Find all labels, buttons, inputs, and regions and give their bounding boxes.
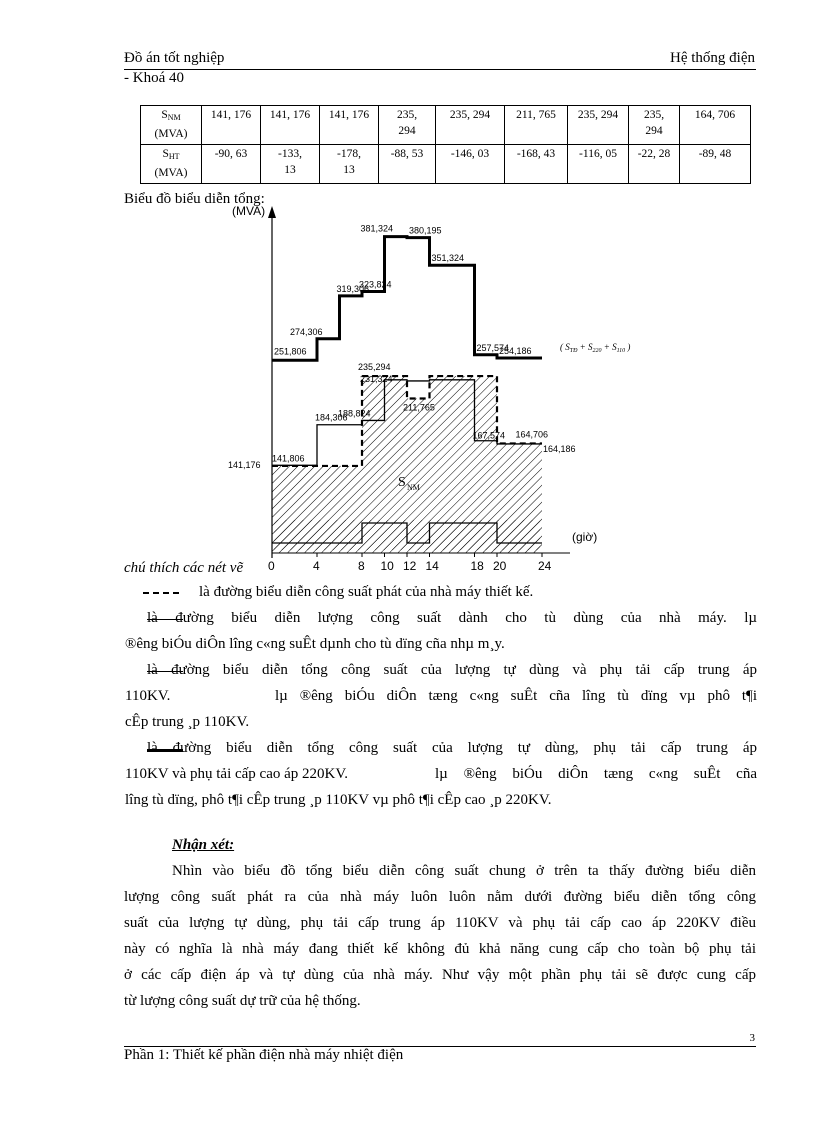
page-number: 3 [749,1032,755,1044]
row-label: $S_{HT}$ (MVA) [141,145,202,184]
chart-title: Biểu đồ biểu diễn tổng: [124,191,265,207]
x-tick-label: 14 [425,559,439,573]
remark-line: từ lượng công suất dự trữ của hệ thống. [124,993,361,1009]
legend-line-4b: 110KV và phụ tải cấp cao áp 220KV. lµ ®êng biÓu diÔn tæng c«ng suÊt cña [125,766,757,782]
y-axis-arrow-icon [268,206,276,218]
table-cell: -89, 48 [680,145,751,184]
table-cell: 235, 294 [629,106,680,145]
table-cell: -22, 28 [629,145,680,184]
table-cell: -168, 43 [505,145,568,184]
remark-line: lượng công suất phát ra của nhà máy luôn luôn nằm dưới đường biểu diễn tổng công [124,889,756,905]
remark-title: Nhận xét: [172,837,235,853]
legend-line-3b: 110KV. lµ ®êng biÓu diÔn tæng c«ng suÊt cña lîng tù dïng vµ phô t¶i [125,688,757,704]
value-label: 254,186 [499,346,532,357]
value-label: 231,324 [360,373,393,384]
legend-line-2-garbled: ®êng biÓu diÔn lîng c«ng suÊt dµnh cho tù dïng cña nhµ m¸y. [125,636,505,652]
value-label: 380,195 [409,225,442,236]
value-label: 211,765 [403,402,435,413]
snm-label: S [398,475,406,490]
table-cell: 141, 176 [320,106,379,145]
value-label: 323,824 [359,279,392,290]
value-label: 381,324 [360,223,394,234]
legend-line-2: là đường biểu diễn lượng công suất dành cho tù dùng của nhà máy. lµ [147,610,757,626]
x-axis-label: (giờ) [572,530,598,544]
thin-line-icon [147,619,183,620]
thick-line-icon [147,749,183,752]
row-label: $S_{NM}$ (MVA) [141,106,202,145]
table-cell: -178, 13 [320,145,379,184]
table-cell: -146, 03 [436,145,505,184]
legend-line-4-garbled: lîng tù dïng, phô t¶i cÊp trung ¸p 110KV vµ phô t¶i cÊp cao ¸p 220KV. [125,792,552,808]
value-label: 251,806 [274,346,307,357]
table-cell: 141, 176 [261,106,320,145]
value-label: 164,186 [543,443,576,454]
x-tick-label: 20 [493,559,507,573]
remark-line: suất của lượng tự dùng, phụ tải cấp trung áp 110KV và phụ tải cấp cao áp 220KV điều [124,915,756,931]
value-label: 235,294 [358,362,391,373]
x-tick-label: 12 [403,559,417,573]
legend-line-3-garbled: cÊp trung ¸p 110KV. [125,714,250,730]
x-tick-label: 24 [538,559,552,573]
header-sub: - Khoá 40 [124,70,184,86]
dashed-line-icon [143,592,179,594]
remark-line: Nhìn vào biểu đồ tổng biểu diễn công suất chung ở trên ta thấy đường biểu diễn [172,863,756,879]
table-cell: -133, 13 [261,145,320,184]
x-tick-label: 4 [313,559,320,573]
footer-text: Phần 1: Thiết kế phần điện nhà máy nhiệt điện [124,1047,404,1063]
table-cell: 211, 765 [505,106,568,145]
y-axis-label: (MVA) [232,204,266,218]
formula-label: ( $S_{TĐ} + S_{220} + S_{110}$ ) [560,342,631,354]
table-cell: -88, 53 [379,145,436,184]
x-tick-label: 18 [470,559,484,573]
legend-title: chú thích các nét vẽ [124,560,244,576]
legend-line-1: là đường biểu diễn công suất phát của nhà máy thiết kế. [125,579,757,605]
legend-line-4: là đường biểu diễn tổng công suất của lượng tự dùng, phụ tải cấp trung áp [147,740,757,756]
table-cell: 141, 176 [202,106,261,145]
value-label: 319,306 [336,283,370,294]
table-cell: -116, 05 [568,145,629,184]
header-right: Hệ thống điện [670,50,755,66]
snm-sub-label: NM [407,483,420,492]
series-total [272,237,542,361]
x-tick-label: 8 [358,559,365,573]
value-label: 167,574 [472,430,506,441]
thin-line-icon [147,671,183,672]
value-label: 164,706 [515,429,549,440]
remark-paragraph [124,858,756,1014]
value-label: 184,306 [315,412,348,423]
x-tick-label: 10 [380,559,394,573]
value-label: 274,306 [290,326,323,337]
remark-line: này có nghĩa là nhà máy đang thiết kế không đủ khả năng cung cấp cho toàn bộ phụ tải [124,941,756,957]
remark-line: ở các cấp điện áp và tự dùng của nhà máy. Như vậy một phần phụ tải sẽ được cung cấp [124,967,756,983]
value-label: 188,824 [338,408,371,419]
table-cell: 164, 706 [680,106,751,145]
value-label: 257,574 [476,342,510,353]
legend-line-3: là đường biểu diễn tổng công suất của lượng tự dùng và phụ tải cấp trung áp [147,662,757,678]
x-tick-label: 0 [268,559,275,573]
value-label: 141,806 [272,453,305,464]
value-label: 351,324 [431,253,465,264]
table-cell: -90, 63 [202,145,261,184]
table-cell: 235, 294 [379,106,436,145]
table-cell: 235, 294 [436,106,505,145]
header-left: Đồ án tốt nghiệp [124,50,225,66]
table-cell: 235, 294 [568,106,629,145]
value-label: 141,176 [228,459,261,470]
